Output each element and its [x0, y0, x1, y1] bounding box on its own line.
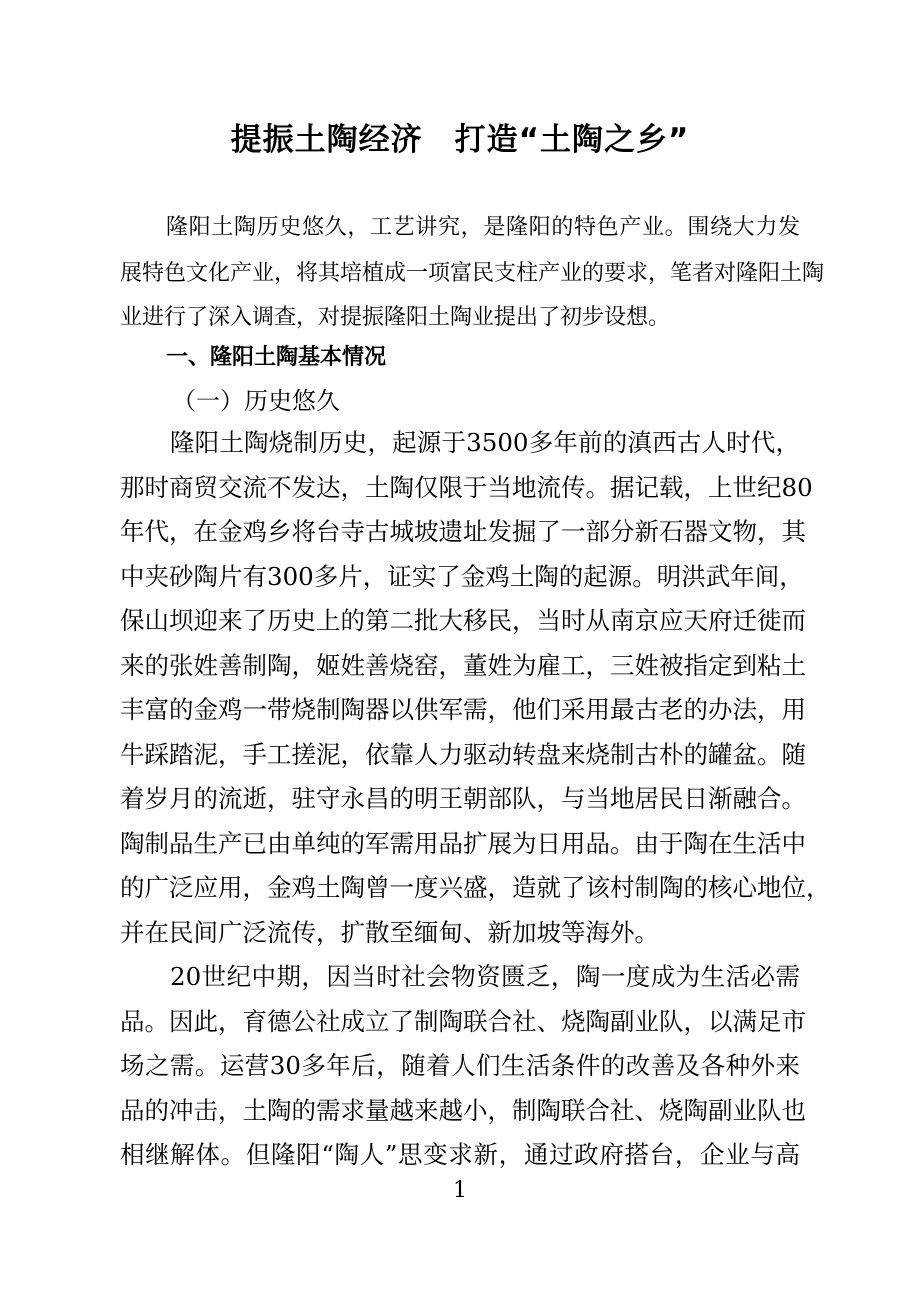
paragraph-line: 保山坝迎来了历史上的第二批大移民，当时从南京应天府迁徙而	[120, 606, 806, 635]
paragraph-line: 年代，在金鸡乡将台寺古城坡遗址发掘了一部分新石器文物，其	[120, 517, 806, 546]
intro-line: 展特色文化产业，将其培植成一项富民支柱产业的要求，笔者对隆阳土陶	[120, 261, 825, 286]
paragraph-line: 陶制品生产已由单纯的军需用品扩展为日用品。由于陶在生活中	[120, 829, 806, 858]
paragraph-line: 品的冲击，土陶的需求量越来越小，制陶联合社、烧陶副业队也	[120, 1096, 806, 1125]
paragraph-line: 品。因此，育德公社成立了制陶联合社、烧陶副业队，以满足市	[120, 1007, 806, 1036]
paragraph-line: 中夹砂陶片有300多片，证实了金鸡土陶的起源。明洪武年间，	[120, 562, 804, 591]
paragraph-line: 牛踩踏泥，手工搓泥，依靠人力驱动转盘来烧制古朴的罐盆。随	[120, 740, 806, 769]
paragraph-line: 并在民间广泛流传，扩散至缅甸、新加坡等海外。	[120, 918, 659, 947]
paragraph-line: 丰富的金鸡一带烧制陶器以供军需，他们采用最古老的办法，用	[120, 695, 806, 724]
paragraph-line: 场之需。运营30多年后，随着人们生活条件的改善及各种外来	[120, 1051, 800, 1080]
paragraph-line: 隆阳土陶烧制历史，起源于3500多年前的滇西古人时代，	[170, 428, 800, 457]
section-heading: 一、隆阳土陶基本情况	[166, 345, 387, 370]
paragraph-line: 着岁月的流逝，驻守永昌的明王朝部队，与当地居民日渐融合。	[120, 784, 806, 813]
subsection-heading: （一）历史悠久	[172, 387, 340, 415]
paragraph-line: 相继解体。但隆阳“陶人”思变求新，通过政府搭台，企业与高	[120, 1140, 800, 1169]
paragraph-line: 来的张姓善制陶，姬姓善烧窑，董姓为雇工，三姓被指定到粘土	[120, 651, 806, 680]
paragraph-line: 的广泛应用，金鸡土陶曾一度兴盛，造就了该村制陶的核心地位，	[120, 873, 831, 902]
page-number: 1	[453, 1178, 467, 1203]
paragraph-line: 那时商贸交流不发达，土陶仅限于当地流传。据记载，上世纪80	[120, 473, 813, 502]
intro-line: 隆阳土陶历史悠久，工艺讲究，是隆阳的特色产业。围绕大力发	[166, 215, 800, 240]
paragraph-line: 20世纪中期，因当时社会物资匮乏，陶一度成为生活必需	[170, 962, 800, 991]
intro-line: 业进行了深入调查，对提振隆阳土陶业提出了初步设想。	[120, 305, 671, 330]
document-title: 提振土陶经济 打造“土陶之乡”	[230, 122, 690, 158]
